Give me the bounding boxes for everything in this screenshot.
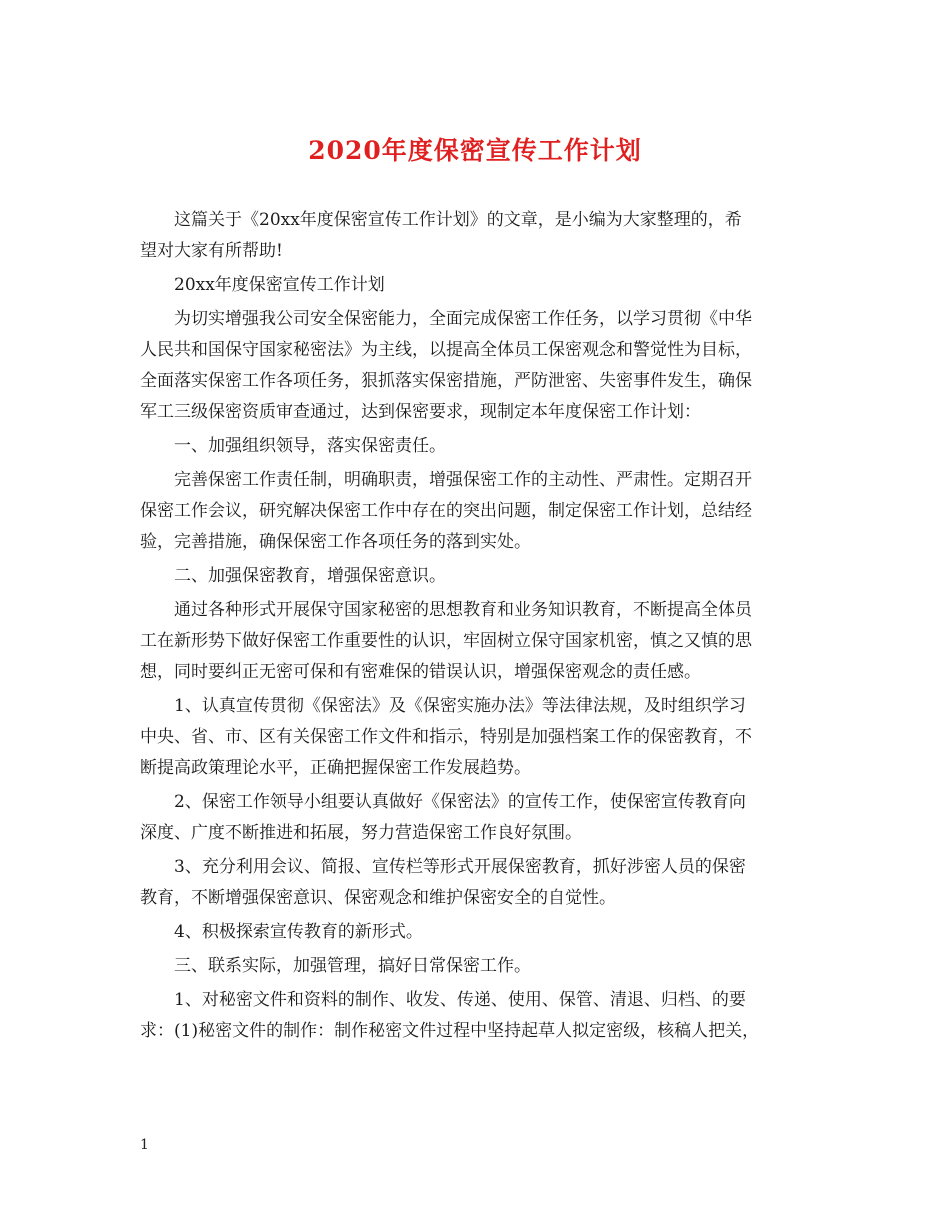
paragraph: [140, 205, 816, 267]
paragraph-line: 二、加强保密教育，增强保密意识。: [174, 566, 446, 586]
paragraph-line: 保密工作会议，研究解决保密工作中存在的突出问题，制定保密工作计划，总结经: [140, 501, 752, 521]
document-body: [140, 205, 816, 1050]
paragraph-line: 4、积极探索宣传教育的新形式。: [174, 922, 423, 942]
paragraph-line: 三、联系实际，加强管理，搞好日常保密工作。: [174, 956, 531, 976]
paragraph-line: 断提高政策理论水平，正确把握保密工作发展趋势。: [140, 758, 531, 778]
paragraph-line: 一、加强组织领导，落实保密责任。: [174, 436, 446, 456]
paragraph: [140, 561, 816, 592]
document-title: 2020年度保密宣传工作计划: [308, 136, 642, 165]
paragraph-line: 20xx年度保密宣传工作计划: [174, 275, 385, 295]
paragraph: [140, 917, 816, 948]
paragraph-line: 通过各种形式开展保守国家秘密的思想教育和业务知识教育，不断提高全体员: [174, 600, 752, 620]
paragraph-line: 完善保密工作责任制，明确职责，增强保密工作的主动性、严肃性。定期召开: [174, 470, 752, 490]
paragraph-line: 1、认真宣传贯彻《保密法》及《保密实施办法》等法律法规，及时组织学习: [174, 696, 746, 716]
paragraph-line: 这篇关于《20xx年度保密宣传工作计划》的文章，是小编为大家整理的，希: [174, 210, 742, 230]
paragraph-line: 工在新形势下做好保密工作重要性的认识，牢固树立保守国家机密，慎之又慎的思: [140, 631, 752, 651]
paragraph-line: 2、保密工作领导小组要认真做好《保密法》的宣传工作，使保密宣传教育向: [174, 792, 746, 812]
paragraph: [140, 465, 816, 558]
paragraph: [140, 595, 816, 688]
paragraph-line: 人民共和国保守国家秘密法》为主线，以提高全体员工保密观念和警觉性为目标，: [140, 340, 752, 360]
paragraph-line: 望对大家有所帮助!: [140, 241, 283, 261]
paragraph-line: 验，完善措施，确保保密工作各项任务的落到实处。: [140, 532, 531, 552]
paragraph: [140, 787, 816, 849]
paragraph-line: 1、对秘密文件和资料的制作、收发、传递、使用、保管、清退、归档、的要: [174, 990, 746, 1010]
paragraph-line: 教育，不断增强保密意识、保密观念和维护保密安全的自觉性。: [140, 888, 616, 908]
paragraph: [140, 985, 816, 1047]
paragraph: [140, 691, 816, 784]
paragraph: [140, 304, 816, 428]
paragraph-line: 全面落实保密工作各项任务，狠抓落实保密措施，严防泄密、失密事件发生，确保: [140, 371, 752, 391]
paragraph: [140, 431, 816, 462]
paragraph-line: 为切实增强我公司安全保密能力，全面完成保密工作任务，以学习贯彻《中华: [174, 309, 752, 329]
paragraph-line: 想，同时要纠正无密可保和有密难保的错误认识，增强保密观念的责任感。: [140, 662, 701, 682]
paragraph-line: 军工三级保密资质审查通过，达到保密要求，现制定本年度保密工作计划：: [140, 402, 701, 422]
paragraph-line: 求：(1)秘密文件的制作：制作秘密文件过程中坚持起草人拟定密级，核稿人把关，: [140, 1021, 760, 1041]
paragraph-line: 中央、省、市、区有关保密工作文件和指示，特别是加强档案工作的保密教育，不: [140, 727, 752, 747]
paragraph: [140, 951, 816, 982]
paragraph-line: 3、充分利用会议、简报、宣传栏等形式开展保密教育，抓好涉密人员的保密: [174, 857, 746, 877]
paragraph-line: 深度、广度不断推进和拓展，努力营造保密工作良好氛围。: [140, 823, 582, 843]
paragraph: [140, 852, 816, 914]
page-number: 1: [140, 1137, 149, 1153]
paragraph: [140, 270, 816, 301]
